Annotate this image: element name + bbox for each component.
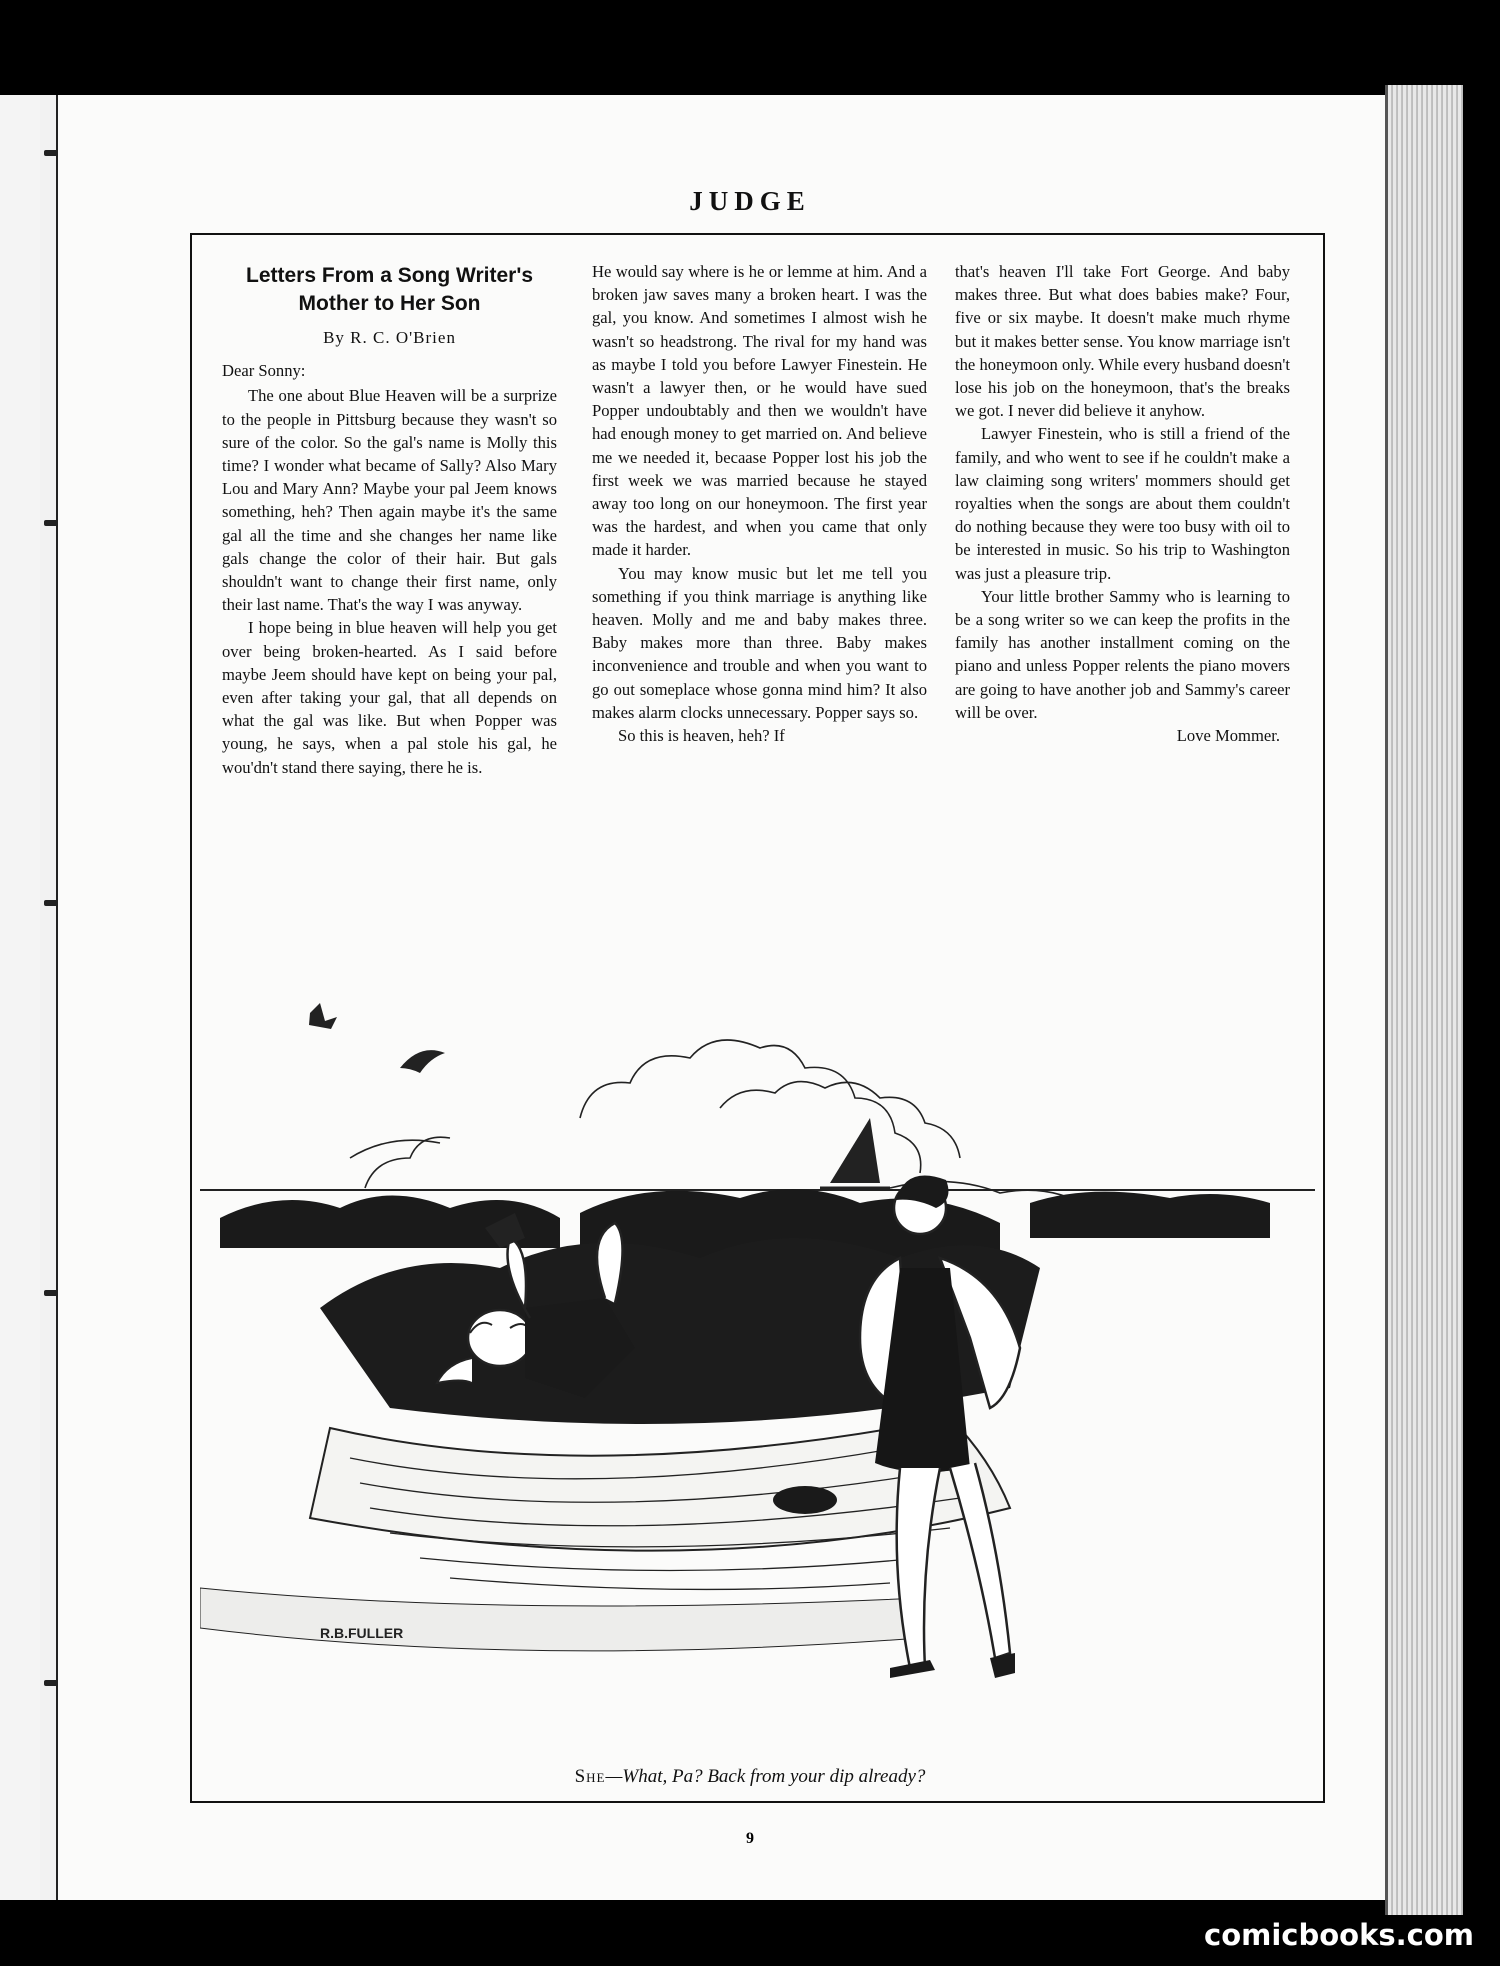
clouds [350,1040,1090,1208]
binding-stitch [44,520,58,526]
page-number: 9 [746,1830,754,1847]
artist-signature: R.B.FULLER [320,1625,404,1641]
article-column-3 [955,260,1290,747]
beach-rock [773,1486,837,1514]
waves [200,1189,1270,1651]
paragraph: I hope being in blue heaven will help you get over being broken-hearted. As I said before maybe Jeem should have kept on being your pal, even after taking your gal, that all depends on what the gal was like. But when Popper was young, he says, when a pal stole his gal, he wou'dn't stand there saying, there he is. [222,618,557,777]
site-watermark: comicbooks.com [1204,1918,1474,1952]
byline: By R. C. O'Brien [323,328,456,347]
paragraph: So this is heaven, heh? If [618,726,785,746]
paragraph: He would say where is he or lemme at him. And a broken jaw saves many a broken heart. I was the gal, you know. And sometimes I almost wish he wasn't so headstrong. The rival for my hand was as maybe I told you before Lawyer Finestein. He wasn't a lawyer then, or he would have sued Popper undoubtably and then we wouldn't have had enough money to get married on. And believe me we needed it, becaase Popper lost his job the first week we was married because he stayed away too long on our honeymoon. The first year was the hardest, and when you came that only made it harder. [592,262,927,560]
article-title [222,262,557,318]
binding-stitch [44,900,58,906]
paragraph: Your little brother Sammy who is learning to be a song writer so we can keep the profits in the family has another installment coming on the piano and unless Popper relents the piano movers are going to have another job and Sammy's career will be over. [955,586,1290,722]
binding-stitch [44,150,58,156]
binding-gutter [40,95,58,1900]
article-column-2 [592,260,927,747]
binding-stitch [44,1680,58,1686]
article-title-line-1: Letters From a Song Writer's [246,264,533,287]
caption-speaker: She [574,1766,606,1787]
letter-signoff: Love Mommer. [1176,726,1280,746]
beach-cartoon-illustration [200,988,1315,1758]
sailboat [820,1118,890,1188]
masthead: JUDGE [689,186,811,216]
seagulls [309,1003,445,1073]
paragraph: You may know music but let me tell you something if you think marriage is anything like heaven. Molly and me and baby makes three. Baby makes more than three. Baby makes inconvenience and trouble and when you want to go out someplace whose gonna mind him? It also makes alarm clocks unnecessary. Popper says so. [592,563,927,722]
salutation: Dear Sonny: [222,361,306,381]
paragraph: that's heaven I'll take Fort George. And baby makes three. But what does babies make? Four, five or six maybe. It doesn't make much rhyme but it makes better sense. You know marriage isn't the honeymoon only. While every husband doesn't lose his job on the honeymoon, that's the breaks we got. I never did believe it anyhow. [955,262,1290,421]
page-stack-edge [1385,85,1463,1915]
article-title-line-2: Mother to Her Son [298,292,481,315]
caption-text: —What, Pa? Back from your dip already? [605,1766,926,1787]
article-column-1 [222,260,557,779]
paragraph: The one about Blue Heaven will be a surprize to the people in Pittsburg because they wasn't so sure of the color. So the gal's name is Molly this time? I wonder what became of Sally? Also Mary Lou and Mary Ann? Maybe your pal Jeem knows something, heh? Then again maybe it's the same gal all the time and she changes her name like gals change the color of their hair. But gals shouldn't want to change their first name, only their last name. That's the way I was anyway. [222,386,557,615]
binding-stitch [44,1290,58,1296]
paragraph: Lawyer Finestein, who is still a friend of the family, and who went to see if he couldn't make a law claiming song writers' mommers should get royalties when the songs are about them couldn't do nothing because they were too busy with oil to be interested in music. So his trip to Washington was just a pleasure trip. [955,424,1290,583]
cartoon-caption [0,1766,1500,1788]
